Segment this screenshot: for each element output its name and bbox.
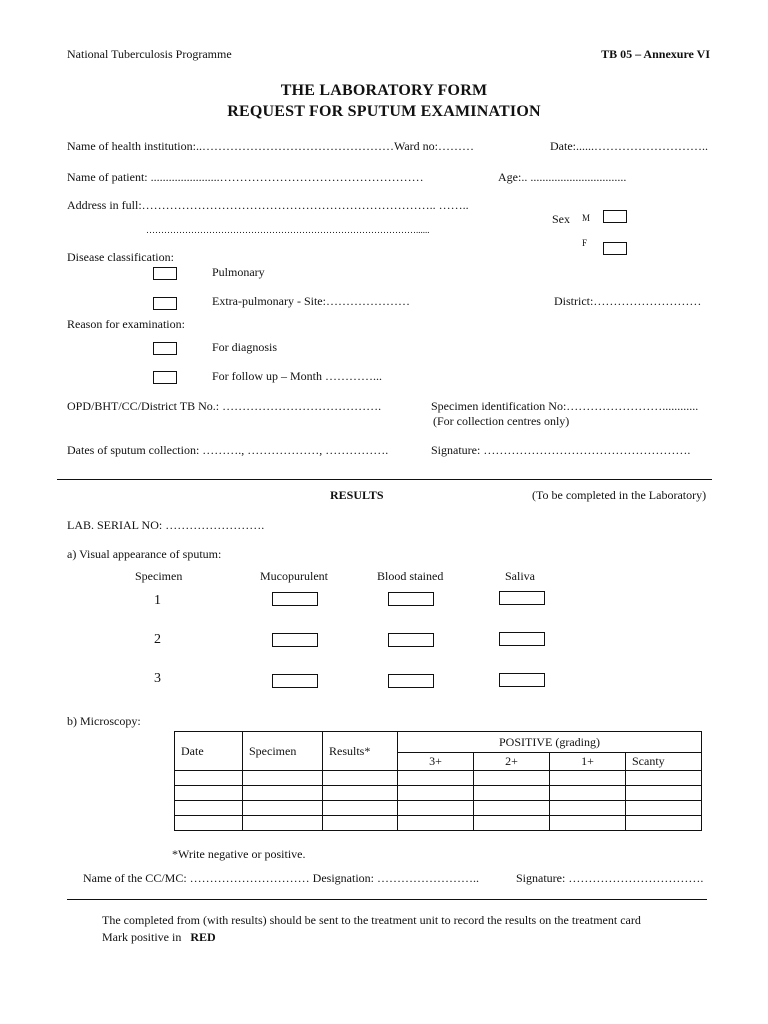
cc-name-designation-field[interactable]: Name of the CC/MC: ………………………… Designation: …………………….. — [83, 871, 479, 885]
sex-label: Sex — [552, 212, 570, 226]
blood-stained-checkbox-3[interactable] — [388, 674, 434, 688]
table-cell[interactable] — [626, 771, 702, 786]
table-cell[interactable] — [474, 801, 550, 816]
table-cell[interactable] — [175, 801, 243, 816]
specimen-number: 3 — [154, 671, 161, 686]
mucopurulent-checkbox-1[interactable] — [272, 592, 318, 606]
table-cell[interactable] — [323, 801, 398, 816]
table-cell[interactable] — [398, 771, 474, 786]
table-cell[interactable] — [550, 816, 626, 831]
blood-stained-checkbox-1[interactable] — [388, 592, 434, 606]
table-cell[interactable] — [323, 771, 398, 786]
table-cell[interactable] — [550, 801, 626, 816]
table-cell[interactable] — [398, 786, 474, 801]
header-grade-3plus: 3+ — [398, 753, 474, 771]
diagnosis-label: For diagnosis — [212, 340, 278, 354]
programme-name: National Tuberculosis Programme — [67, 47, 232, 61]
mucopurulent-checkbox-2[interactable] — [272, 633, 318, 647]
table-row — [175, 801, 702, 816]
laboratory-note: (To be completed in the Laboratory) — [532, 488, 707, 502]
specimen-number: 2 — [154, 632, 161, 647]
saliva-checkbox-1[interactable] — [499, 591, 545, 605]
address-field-line2[interactable]: ………………………………………………………………………………...... — [146, 225, 430, 235]
table-cell[interactable] — [398, 801, 474, 816]
lab-serial-field[interactable]: LAB. SERIAL NO: ……………………. — [67, 518, 265, 532]
institution-field[interactable]: Name of health institution:..…………………………………………Ward no:……… — [67, 139, 474, 153]
table-cell[interactable] — [243, 771, 323, 786]
blood-stained-checkbox-2[interactable] — [388, 633, 434, 647]
extra-pulmonary-checkbox[interactable] — [153, 297, 177, 310]
header-specimen: Specimen — [243, 732, 323, 771]
header-grade-scanty: Scanty — [626, 753, 702, 771]
follow-up-checkbox[interactable] — [153, 371, 177, 384]
table-cell[interactable] — [323, 786, 398, 801]
table-cell[interactable] — [626, 816, 702, 831]
table-row — [175, 771, 702, 786]
footer-divider — [67, 899, 707, 900]
follow-up-field[interactable]: For follow up – Month …………... — [212, 369, 383, 383]
table-cell[interactable] — [243, 801, 323, 816]
mucopurulent-checkbox-3[interactable] — [272, 674, 318, 688]
mark-positive-note — [102, 931, 216, 943]
extra-pulmonary-field[interactable]: Extra-pulmonary - Site:………………… — [212, 294, 410, 308]
table-cell[interactable] — [175, 786, 243, 801]
header-grade-2plus: 2+ — [474, 753, 550, 771]
opd-number-field[interactable]: OPD/BHT/CC/District TB No.: …………………………………. — [67, 399, 382, 413]
table-row — [175, 816, 702, 831]
header-results: Results* — [323, 732, 398, 771]
table-cell[interactable] — [243, 786, 323, 801]
results-heading: RESULTS — [330, 488, 384, 502]
form-subtitle: REQUEST FOR SPUTUM EXAMINATION — [227, 103, 541, 120]
instruction-text: The completed from (with results) should be sent to the treatment unit to record the results on the treatment card — [102, 913, 641, 927]
mark-positive-prefix: Mark positive in — [102, 930, 182, 944]
collection-dates-field[interactable]: Dates of sputum collection: ………., ………………, ……………. — [67, 443, 389, 457]
table-cell[interactable] — [550, 771, 626, 786]
district-field[interactable]: District:……………………… — [554, 294, 702, 308]
pulmonary-label: Pulmonary — [212, 265, 265, 279]
patient-name-field[interactable]: Name of patient: .......................…………………………………………… — [67, 170, 424, 184]
sex-m-label: M — [582, 213, 591, 223]
diagnosis-checkbox[interactable] — [153, 342, 177, 355]
saliva-checkbox-3[interactable] — [499, 673, 545, 687]
requester-signature-field[interactable]: Signature: ……………………………………………. — [431, 443, 691, 457]
disease-classification-label: Disease classification: — [67, 250, 174, 264]
microscopy-label: b) Microscopy: — [67, 714, 141, 728]
table-cell[interactable] — [243, 816, 323, 831]
header-grade-1plus: 1+ — [550, 753, 626, 771]
col-mucopurulent: Mucopurulent — [260, 569, 328, 583]
reason-label: Reason for examination: — [67, 317, 185, 331]
table-cell[interactable] — [474, 786, 550, 801]
header-positive-grading: POSITIVE (grading) — [398, 732, 702, 753]
sex-f-label: F — [582, 238, 588, 248]
cc-signature-field[interactable]: Signature: ……………………………. — [516, 871, 704, 885]
address-field[interactable]: Address in full:……………………………………………………………….. …….. — [67, 198, 469, 212]
pulmonary-checkbox[interactable] — [153, 267, 177, 280]
specimen-id-field[interactable]: Specimen identification No:……………………............ — [431, 399, 699, 413]
section-divider — [57, 479, 712, 480]
microscopy-table — [174, 731, 702, 831]
collection-centres-note: (For collection centres only) — [433, 414, 570, 428]
date-field[interactable]: Date:......……………………….. — [550, 139, 708, 153]
footnote: *Write negative or positive. — [172, 847, 306, 861]
sex-f-checkbox[interactable] — [603, 242, 627, 255]
table-cell[interactable] — [626, 801, 702, 816]
table-cell[interactable] — [474, 771, 550, 786]
table-cell[interactable] — [175, 816, 243, 831]
table-cell[interactable] — [474, 816, 550, 831]
col-blood-stained: Blood stained — [377, 569, 444, 583]
form-title: THE LABORATORY FORM — [280, 82, 488, 99]
table-row — [175, 786, 702, 801]
age-field[interactable]: Age:.. ................................ — [498, 170, 627, 184]
sex-m-checkbox[interactable] — [603, 210, 627, 223]
red-keyword: RED — [190, 930, 216, 944]
table-cell[interactable] — [398, 816, 474, 831]
table-cell[interactable] — [175, 771, 243, 786]
table-cell[interactable] — [323, 816, 398, 831]
table-cell[interactable] — [626, 786, 702, 801]
specimen-number: 1 — [154, 593, 161, 608]
header-date: Date — [175, 732, 243, 771]
col-saliva: Saliva — [505, 569, 535, 583]
form-code: TB 05 – Annexure VI — [601, 47, 710, 61]
visual-appearance-label: a) Visual appearance of sputum: — [67, 547, 222, 561]
table-cell[interactable] — [550, 786, 626, 801]
saliva-checkbox-2[interactable] — [499, 632, 545, 646]
col-specimen: Specimen — [135, 569, 183, 583]
